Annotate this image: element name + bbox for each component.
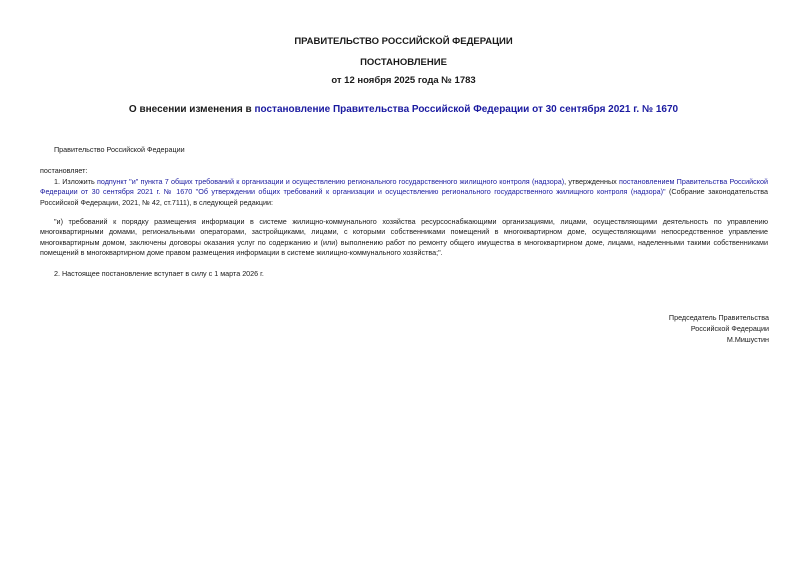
p1-text-1: 1. Изложить [54, 177, 97, 186]
doc-type-heading: ПОСТАНОВЛЕНИЕ [360, 57, 447, 68]
decree-word: постановляет: [40, 166, 88, 175]
quoted-text: "и) требований к порядку размещения информации в системе жилищно-коммунального хозяйства ресурсоснабжающими организациями, лицами, осуществляющими деятельность по управлению многоквартирными домами, региональными операторами, застройщиками, лицами, с которыми собственниками помещений в многоквартирном доме, осуществляющими непосредственное управление многоквартирным домом, заключены договоры оказания услуг по содержанию и (или) выполнению работ по ремонту общего имущества в многоквартирном доме, лицами, наделенными такими собственниками помещений в многоквартирном доме правом размещения информации в системе жилищно-коммунального хозяйства;". [40, 217, 768, 258]
p1-text-3: (Собрание законодательства Российской Федерации, 2021, № 42, ст.7111), в следующей редакции: [40, 187, 768, 207]
paragraph-1 [40, 177, 768, 208]
document-title [0, 104, 807, 115]
paragraph-2: 2. Настоящее постановление вступает в силу с 1 марта 2026 г. [54, 269, 264, 278]
p1-link-resolution[interactable]: постановлением Правительства Российской Федерации от 30 сентября 2021 г. № 1670 "Об утверждении общих требований к организации и осуществлению регионального государственного жилищного контроля (надзора)" [40, 177, 769, 197]
date-number: от 12 ноября 2025 года № 1783 [331, 75, 476, 86]
signature-block [669, 312, 769, 345]
signature-line-2: Российской Федерации [690, 324, 769, 333]
title-prefix: О внесении изменения в [128, 104, 255, 115]
title-link[interactable]: постановление Правительства Российской Федерации от 30 сентября 2021 г. № 1670 [254, 104, 679, 115]
government-line: Правительство Российской Федерации [54, 145, 185, 154]
signature-line-3: М.Мишустин [726, 335, 769, 344]
government-heading: ПРАВИТЕЛЬСТВО РОССИЙСКОЙ ФЕДЕРАЦИИ [294, 36, 513, 47]
signature-line-1: Председатель Правительства [668, 313, 769, 322]
p1-link-subpoint[interactable]: подпункт "и" пункта 7 общих требований к организации и осуществлению регионального государственного жилищного контроля (надзора) [96, 177, 565, 186]
p1-text-2: , утвержденных [564, 177, 619, 186]
